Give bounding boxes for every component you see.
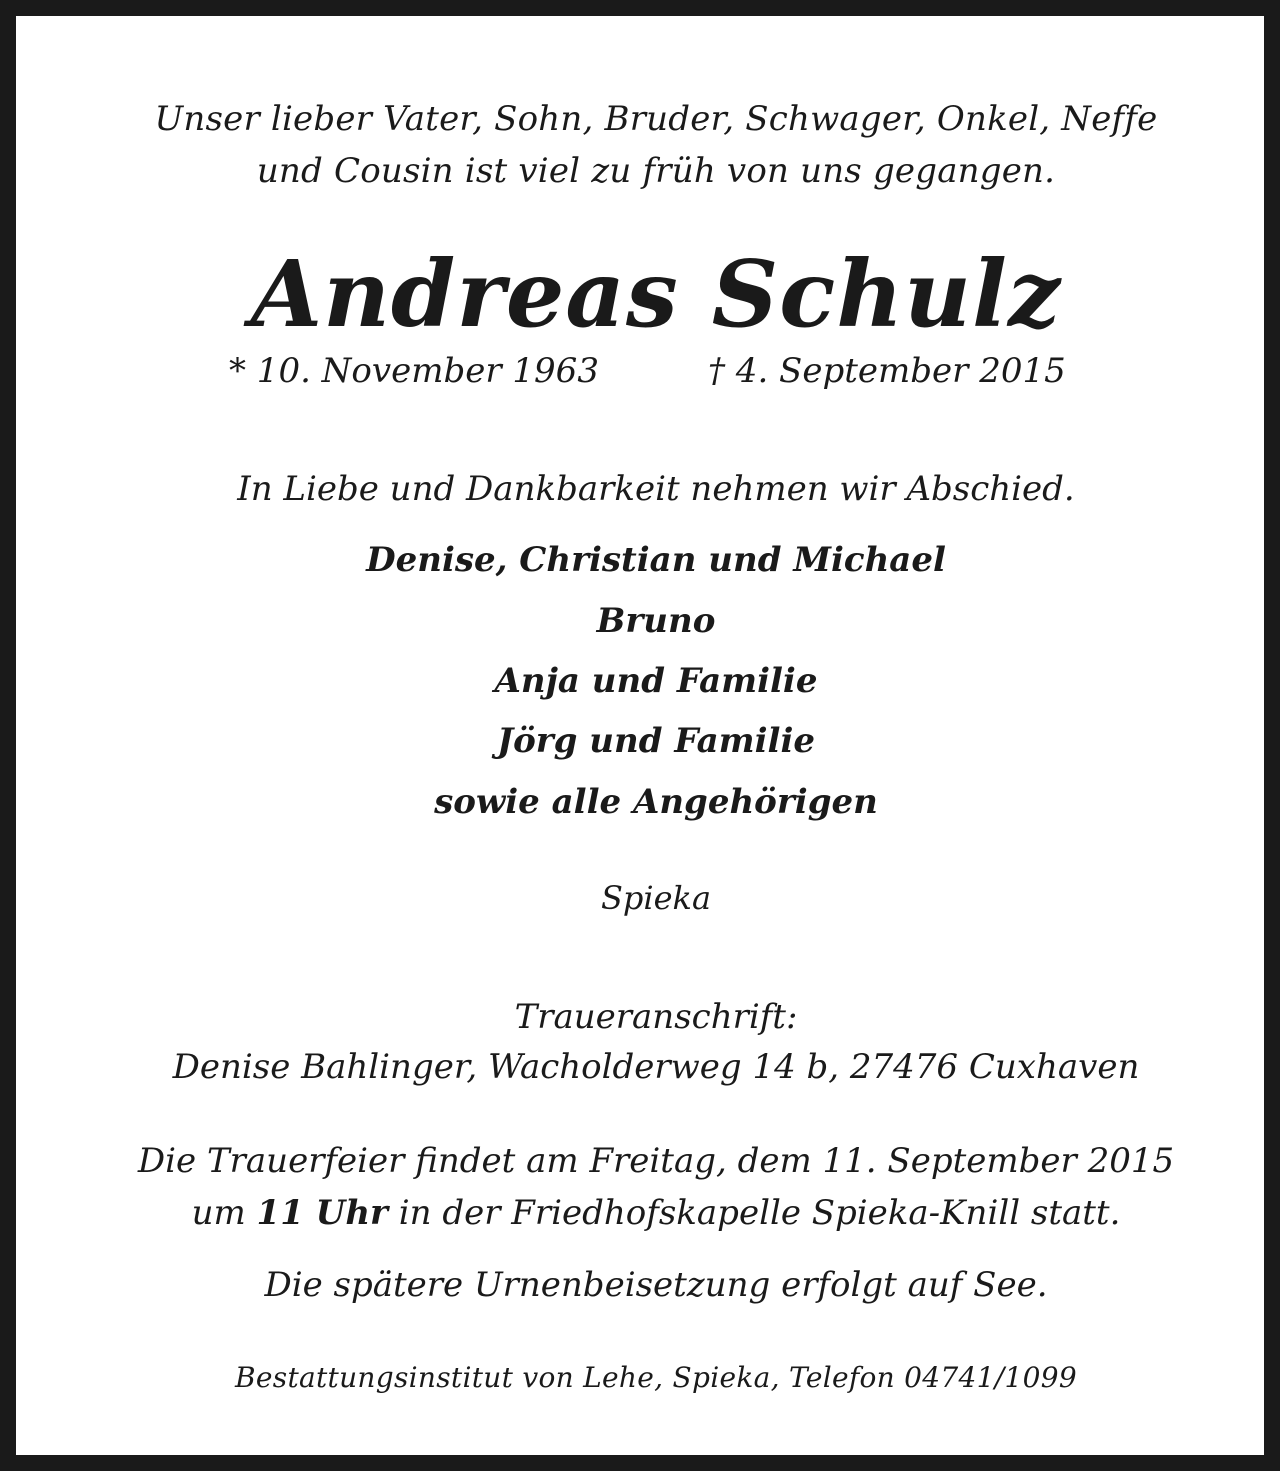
death-date: † 4. September 2015	[708, 351, 1066, 391]
mourner-line: Bruno	[596, 601, 716, 641]
urn-burial-note: Die spätere Urnenbeisetzung erfolgt auf See.	[264, 1265, 1048, 1305]
ceremony-time: 11 Uhr	[256, 1193, 388, 1233]
intro-line-2: und Cousin ist viel zu früh von uns gegangen.	[256, 151, 1056, 191]
mourning-address: Denise Bahlinger, Wacholderweg 14 b, 27476 Cuxhaven	[172, 1047, 1140, 1087]
place-name: Spieka	[600, 879, 712, 917]
birth-date: * 10. November 1963	[229, 351, 599, 391]
mourner-line: sowie alle Angehörigen	[434, 782, 878, 822]
mourner-line: Denise, Christian und Michael	[366, 540, 946, 580]
intro-line-1: Unser lieber Vater, Sohn, Bruder, Schwager, Onkel, Neffe	[154, 99, 1158, 139]
ceremony-time-prefix: um	[191, 1193, 246, 1233]
funeral-home-info: Bestattungsinstitut von Lehe, Spieka, Telefon 04741/1099	[235, 1361, 1077, 1394]
farewell-text: In Liebe und Dankbarkeit nehmen wir Abschied.	[237, 469, 1075, 509]
mourner-line: Anja und Familie	[494, 661, 818, 701]
mourner-line: Jörg und Familie	[496, 721, 815, 761]
ceremony-time-line	[32, 1193, 1280, 1233]
deceased-name: Andreas Schulz	[250, 240, 1062, 348]
mourning-address-label: Traueranschrift:	[514, 997, 798, 1037]
ceremony-date-line: Die Trauerfeier findet am Freitag, dem 11. September 2015	[137, 1141, 1175, 1181]
ceremony-location: in der Friedhofskapelle Spieka-Knill statt.	[398, 1193, 1121, 1233]
life-dates	[16, 351, 1280, 394]
